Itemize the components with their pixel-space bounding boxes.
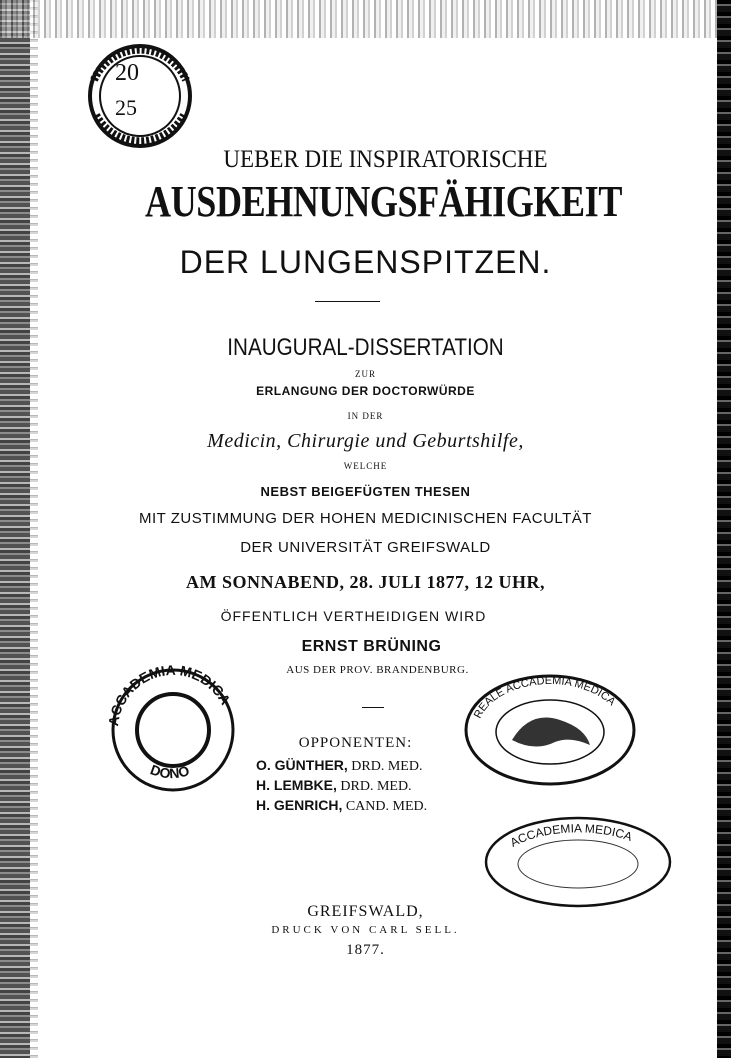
faculties-text: Medicin, Chirurgie und Geburtshilfe,: [207, 430, 524, 452]
doc-type: INAUGURAL-DISSERTATION: [227, 334, 504, 361]
stamp-left-bottom-text: DONO: [148, 761, 192, 782]
oeffentlich-text: ÖFFENTLICH VERTHEIDIGEN WIRD: [220, 608, 487, 624]
publication-place: GREIFSWALD,: [307, 903, 424, 920]
printer: DRUCK VON CARL SELL.: [271, 924, 460, 936]
welche-text: WELCHE: [343, 461, 388, 471]
title-line-3: DER LUNGENSPITZEN.: [179, 244, 552, 280]
accademia-medica-stamp-bottom: [478, 812, 678, 912]
stamp-right-text: REALE ACCADEMIA MEDICA: [471, 674, 618, 721]
opponent-3: [256, 797, 427, 815]
opponent-1: [256, 757, 422, 775]
opponent-1-name: O. GÜNTHER,: [256, 757, 348, 773]
opponenten-label: OPPONENTEN:: [298, 735, 413, 751]
title-line-2: AUSDEHNUNGSFÄHIGKEIT: [145, 177, 622, 226]
in-der-text: IN DER: [347, 411, 384, 421]
page-left-edge: [0, 0, 30, 1058]
zustimmung-text: MIT ZUSTIMMUNG DER HOHEN MEDICINISCHEN FACULTÄT: [139, 510, 592, 527]
page-top-edge: [0, 0, 731, 38]
title-divider: [315, 301, 380, 302]
accademia-medica-stamp-left: [96, 662, 246, 792]
opponent-3-title: CAND. MED.: [345, 799, 428, 814]
shelf-number-1: 20: [115, 60, 139, 86]
shelf-number-2: 25: [115, 95, 137, 120]
stamp-bottom-text: ACCADEMIA MEDICA: [507, 821, 635, 850]
svg-text:REALE ACCADEMIA MEDICA: [472, 675, 618, 720]
title-line-1: UEBER DIE INSPIRATORISCHE: [223, 146, 548, 173]
opponent-1-title: DRD. MED.: [351, 759, 423, 774]
author-divider: [362, 707, 384, 708]
library-shelf-stamp: [82, 40, 202, 150]
opponent-3-name: H. GENRICH,: [256, 797, 343, 813]
zur-text: ZUR: [355, 369, 376, 379]
publication-year: 1877.: [346, 942, 385, 958]
opponent-2-title: DRD. MED.: [340, 779, 412, 794]
nebst-text: NEBST BEIGEFÜGTEN THESEN: [260, 484, 471, 499]
universitaet-text: DER UNIVERSITÄT GREIFSWALD: [240, 539, 491, 556]
erlangung-text: ERLANGUNG DER DOCTORWÜRDE: [256, 384, 475, 398]
author-name: ERNST BRÜNING: [301, 638, 442, 655]
defense-date: AM SONNABEND, 28. JULI 1877, 12 UHR,: [185, 572, 545, 592]
opponent-2: [256, 777, 412, 795]
reale-accademia-stamp-right: [460, 670, 640, 790]
page-left-edge-inner: [30, 0, 38, 1058]
opponent-2-name: H. LEMBKE,: [256, 777, 337, 793]
stamp-left-ring-text: ACCADEMIA MEDICA: [105, 662, 234, 728]
author-origin: AUS DER PROV. BRANDENBURG.: [286, 664, 469, 676]
